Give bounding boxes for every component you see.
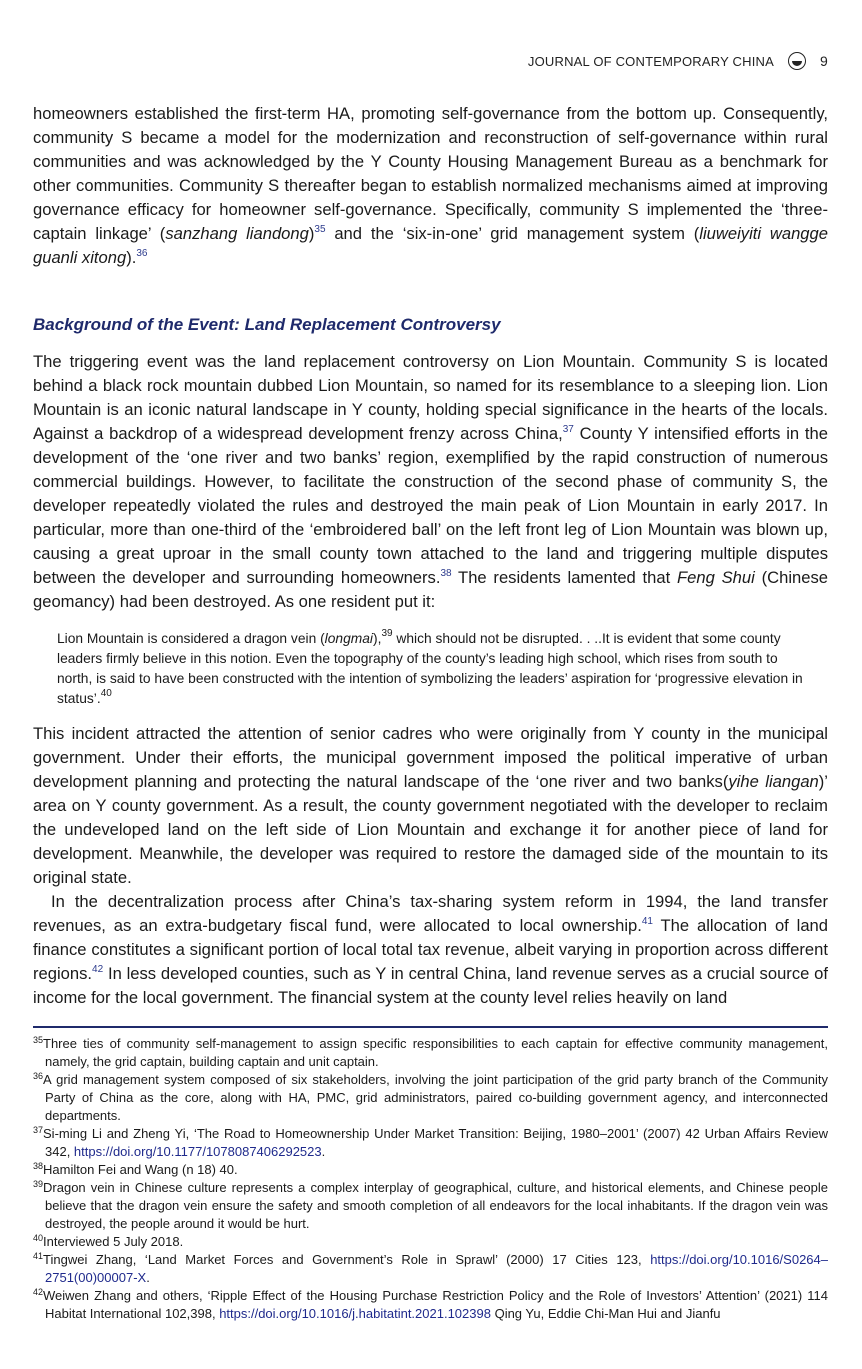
footnote-40 [33,1233,828,1251]
text-run: The triggering event was the land replacement controversy on Lion Mountain. Community S is located behind a black rock mountain dubbed Lion Mountain, so named for its resemblance to a sleeping lion. Lion Mountain is an iconic natural landscape in Y county, holding special significance in the hearts of the locals. Against a backdrop of a widespread development frenzy across China, [33,352,828,443]
italic-term: longmai [324,631,373,646]
text-run: ), [373,631,382,646]
intro-paragraph [33,102,828,270]
text-run: and the ‘six-in-one’ grid management system ( [325,224,700,243]
text-run: The allocation of land finance constitutes a significant portion of local total tax revenue, albeit varying in proportion across different regions. [33,916,829,983]
italic-term: yihe liangan [728,772,819,791]
footnote-ref-42[interactable]: 42 [92,964,104,975]
text-run: County Y intensified efforts in the development of the ‘one river and two banks’ region, exemplified by the rapid construction of numerous commercial buildings. However, to facilitate the construction of the second phase of community S, the developer repeatedly violated the rules and destroyed the main peak of Lion Mountain in early 2017. In particular, more than one-third of the ‘embroidered ball’ on the left front leg of Lion Mountain was blown up, causing a great uproar in the small county town attached to the land and triggering multiple disputes between the developer and surrounding homeowners. [33,424,828,587]
footnote-text: Weiwen Zhang and others, ‘Ripple Effect of the Housing Purchase Restriction Policy and the Role of Investors’ Attention’ (2021) 114 Habitat International 102,398, [43,1288,828,1321]
doi-link[interactable]: https://doi.org/10.1016/S0264–2751(00)00007-X [45,1252,828,1285]
footnote-text: Tingwei Zhang, ‘Land Market Forces and Government’s Role in Sprawl’ (2000) 17 Cities 123, [43,1252,651,1267]
footnote-ref-41[interactable]: 41 [641,916,653,927]
footnote-text: Hamilton Fei and Wang (n 18) 40. [43,1162,238,1177]
footnote-42 [33,1287,828,1323]
footnotes [33,1035,828,1323]
page-number: 9 [820,53,828,69]
footnote-number: 40 [33,1233,44,1243]
footnote-ref-35[interactable]: 35 [314,224,326,235]
footnote-text: Dragon vein in Chinese culture represents a complex interplay of geographical, culture, and historical elements, and Chinese people believe that the dragon vein ensure the safety and smooth completion of all endeavors for the local inhabitants. If the dragon vein was destroyed, the people around it would be hurt. [43,1180,828,1231]
footnote-37 [33,1125,828,1161]
text-run: In the decentralization process after China’s tax-sharing system reform in 1994, the land transfer revenues, as an extra-budgetary fiscal fund, were allocated to local ownership. [33,892,828,935]
text-run: (Chinese geomancy) had been destroyed. As one resident put it: [33,568,828,611]
footnote-text: . [321,1144,326,1159]
footnote-number: 42 [33,1287,44,1297]
text-run: This incident attracted the attention of senior cadres who were originally from Y county in the municipal government. Under their efforts, the municipal government imposed the political imperative of urban development planning and protecting the natural landscape of the ‘one river and two banks( [33,724,828,791]
italic-term: sanzhang liandong [165,224,309,243]
footnote-38 [33,1161,828,1179]
body-paragraph-3 [33,890,828,1010]
footnote-ref-40[interactable]: 40 [100,688,112,699]
text-run: ) [308,224,315,243]
footnote-number: 35 [33,1035,44,1045]
footnote-divider [33,1026,828,1028]
doi-link[interactable]: https://doi.org/10.1016/j.habitatint.2021.102398 [219,1306,491,1321]
italic-term: Feng Shui [677,568,755,587]
footnote-number: 39 [33,1179,44,1189]
publisher-logo-icon [788,52,806,70]
footnote-number: 36 [33,1071,44,1081]
footnote-ref-39[interactable]: 39 [381,628,393,639]
footnote-number: 41 [33,1251,44,1261]
running-head [528,52,828,70]
footnote-text: Interviewed 5 July 2018. [43,1234,184,1249]
footnote-text: Qing Yu, Eddie Chi-Man Hui and Jianfu [490,1306,721,1321]
footnote-text: A grid management system composed of six stakeholders, involving the joint participation of the grid party branch of the Community Party of China as the core, along with HA, PMC, grid administrators, paired co-building government agency, and interconnected departments. [43,1072,828,1123]
footnote-ref-38[interactable]: 38 [440,568,452,579]
footnote-number: 37 [33,1125,44,1135]
body-paragraph-1 [33,350,828,614]
text-run: ). [126,248,137,267]
section-heading: Background of the Event: Land Replacement Controversy [33,315,501,334]
footnote-text: Three ties of community self-management to assign specific responsibilities to each captain for effective community management, namely, the grid captain, building captain and unit captain. [43,1036,828,1069]
text-run: Lion Mountain is considered a dragon vein ( [57,631,325,646]
footnote-36 [33,1071,828,1125]
footnote-ref-37[interactable]: 37 [562,424,574,435]
doi-link[interactable]: https://doi.org/10.1177/1078087406292523 [73,1144,322,1159]
text-run: which should not be disrupted. . ..It is evident that some county leaders firmly believe in this notion. Even the topography of the county’s leading high school, which rises from south to north, is said to have been constructed with the intention of symbolizing the leaders’ aspiration for ‘progressive elevation in status’. [57,631,803,706]
text-run: )’ area on Y county government. As a result, the county government negotiated with the developer to reclaim the undeveloped land on the left side of Lion Mountain and exchange it for another piece of land for development. Meanwhile, the developer was required to restore the damaged side of the mountain to its original state. [33,772,828,887]
body-paragraph-2 [33,722,828,890]
text-run: The residents lamented that [451,568,677,587]
text-run: homeowners established the first-term HA, promoting self-governance from the bottom up. Consequently, community S became a model for the modernization and reconstruction of self-governance within rural communities and was acknowledged by the Y County Housing Management Bureau as a benchmark for other communities. Community S thereafter began to establish normalized mechanisms aimed at improving governance efficacy for homeowner self-governance. Specifically, community S implemented the ‘three-captain linkage’ ( [33,104,828,243]
footnote-text: . [146,1270,150,1285]
italic-term: liuweiyiti wangge guanli xitong [33,224,828,267]
footnote-35 [33,1035,828,1071]
footnote-text: Si-ming Li and Zheng Yi, ‘The Road to Homeownership Under Market Transition: Beijing, 1980–2001’ (2007) 42 Urban Affairs Review 342, [43,1126,828,1159]
footnote-41 [33,1251,828,1287]
footnote-number: 38 [33,1161,44,1171]
block-quote [57,629,805,709]
journal-title: JOURNAL OF CONTEMPORARY CHINA [527,53,774,69]
footnote-ref-36[interactable]: 36 [136,248,148,259]
text-run: In less developed counties, such as Y in central China, land revenue serves as a crucial source of income for the local government. The financial system at the county level relies heavily on land [33,964,828,1007]
footnote-39 [33,1179,828,1233]
